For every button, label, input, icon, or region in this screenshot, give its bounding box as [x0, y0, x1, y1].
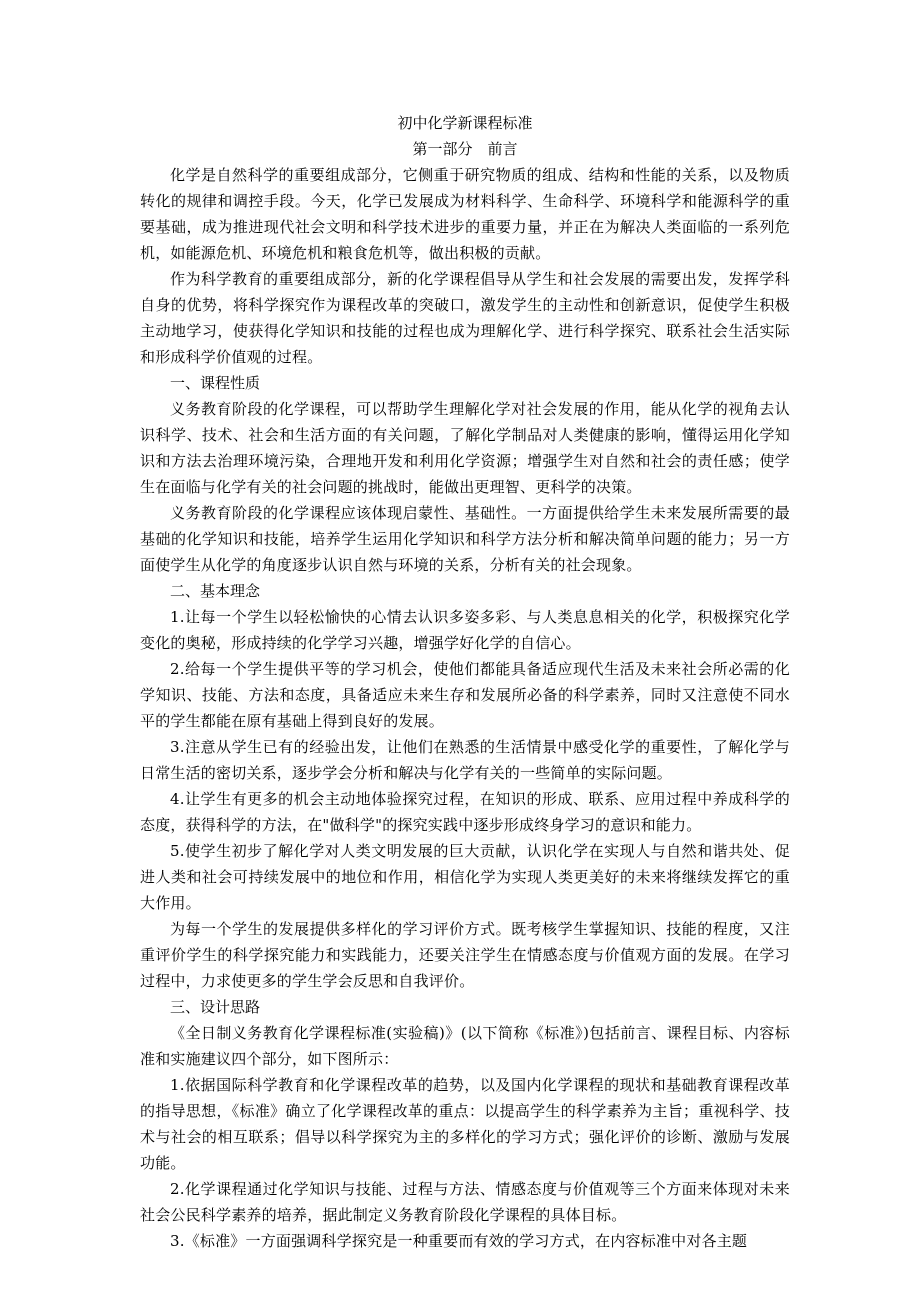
list-item: 1.让每一个学生以轻松愉快的心情去认识多姿多彩、与人类息息相关的化学，积极探究化学变化的奥秘，形成持续的化学学习兴趣，增强学好化学的自信心。 — [140, 608, 790, 652]
paragraph: 化学是自然科学的重要组成部分，它侧重于研究物质的组成、结构和性能的关系，以及物质转化的规律和调控手段。今天，化学已发展成为材料科学、生命科学、环境科学和能源科学的重要基础，成为推进现代社会文明和科学技术进步的重要力量，并正在为解决人类面临的一系列危机，如能源危机、环境危机和粮食危机等，做出积极的贡献。 — [140, 166, 790, 262]
part-heading: 第一部分 前言 — [412, 140, 518, 158]
list-item: 2.化学课程通过化学知识与技能、过程与方法、情感态度与价值观等三个方面来体现对未来社会公民科学素养的培养，据此制定义务教育阶段化学课程的具体目标。 — [140, 1180, 790, 1224]
list-item: 4.让学生有更多的机会主动地体验探究过程，在知识的形成、联系、应用过程中养成科学的态度，获得科学的方法，在"做科学"的探究实践中逐步形成终身学习的意识和能力。 — [140, 790, 790, 834]
paragraph: 义务教育阶段的化学课程，可以帮助学生理解化学对社会发展的作用，能从化学的视角去认识科学、技术、社会和生活方面的有关问题，了解化学制品对人类健康的影响，懂得运用化学知识和方法去治理环境污染，合理地开发和利用化学资源；增强学生对自然和社会的责任感；使学生在面临与化学有关的社会问题的挑战时，能做出更理智、更科学的决策。 — [140, 400, 790, 496]
paragraph: 作为科学教育的重要组成部分，新的化学课程倡导从学生和社会发展的需要出发，发挥学科自身的优势，将科学探究作为课程改革的突破口，激发学生的主动性和创新意识，促使学生积极主动地学习，使获得化学知识和技能的过程也成为理解化学、进行科学探究、联系社会生活实际和形成科学价值观的过程。 — [140, 270, 790, 366]
document-title: 初中化学新课程标准 — [397, 114, 533, 132]
document-body — [140, 110, 790, 1254]
list-item: 5.使学生初步了解化学对人类文明发展的巨大贡献，认识化学在实现人与自然和谐共处、促进人类和社会可持续发展中的地位和作用，相信化学为实现人类更美好的未来将继续发挥它的重大作用。 — [140, 842, 790, 912]
paragraph: 《全日制义务教育化学课程标准(实验稿)》(以下简称《标准》)包括前言、课程目标、内容标准和实施建议四个部分，如下图所示： — [140, 1024, 790, 1068]
section-heading-concepts: 二、基本理念 — [170, 582, 261, 600]
section-heading-design: 三、设计思路 — [170, 998, 261, 1016]
list-item: 1.依据国际科学教育和化学课程改革的趋势，以及国内化学课程的现状和基础教育课程改革的指导思想，《标准》确立了化学课程改革的重点：以提高学生的科学素养为主旨；重视科学、技术与社会的相互联系；倡导以科学探究为主的多样化的学习方式；强化评价的诊断、激励与发展功能。 — [140, 1076, 790, 1172]
list-item: 3.《标准》一方面强调科学探究是一种重要而有效的学习方式，在内容标准中对各主题 — [170, 1232, 748, 1250]
section-heading-nature: 一、课程性质 — [170, 374, 261, 392]
paragraph: 义务教育阶段的化学课程应该体现启蒙性、基础性。一方面提供给学生未来发展所需要的最基础的化学知识和技能，培养学生运用化学知识和科学方法分析和解决简单问题的能力；另一方面使学生从化学的角度逐步认识自然与环境的关系，分析有关的社会现象。 — [140, 504, 790, 574]
paragraph: 为每一个学生的发展提供多样化的学习评价方式。既考核学生掌握知识、技能的程度，又注重评价学生的科学探究能力和实践能力，还要关注学生在情感态度与价值观方面的发展。在学习过程中，力求使更多的学生学会反思和自我评价。 — [140, 920, 790, 990]
list-item: 2.给每一个学生提供平等的学习机会，使他们都能具备适应现代生活及未来社会所必需的化学知识、技能、方法和态度，具备适应未来生存和发展所必备的科学素养，同时又注意使不同水平的学生都能在原有基础上得到良好的发展。 — [140, 660, 790, 730]
list-item: 3.注意从学生已有的经验出发，让他们在熟悉的生活情景中感受化学的重要性，了解化学与日常生活的密切关系，逐步学会分析和解决与化学有关的一些简单的实际问题。 — [140, 738, 790, 782]
